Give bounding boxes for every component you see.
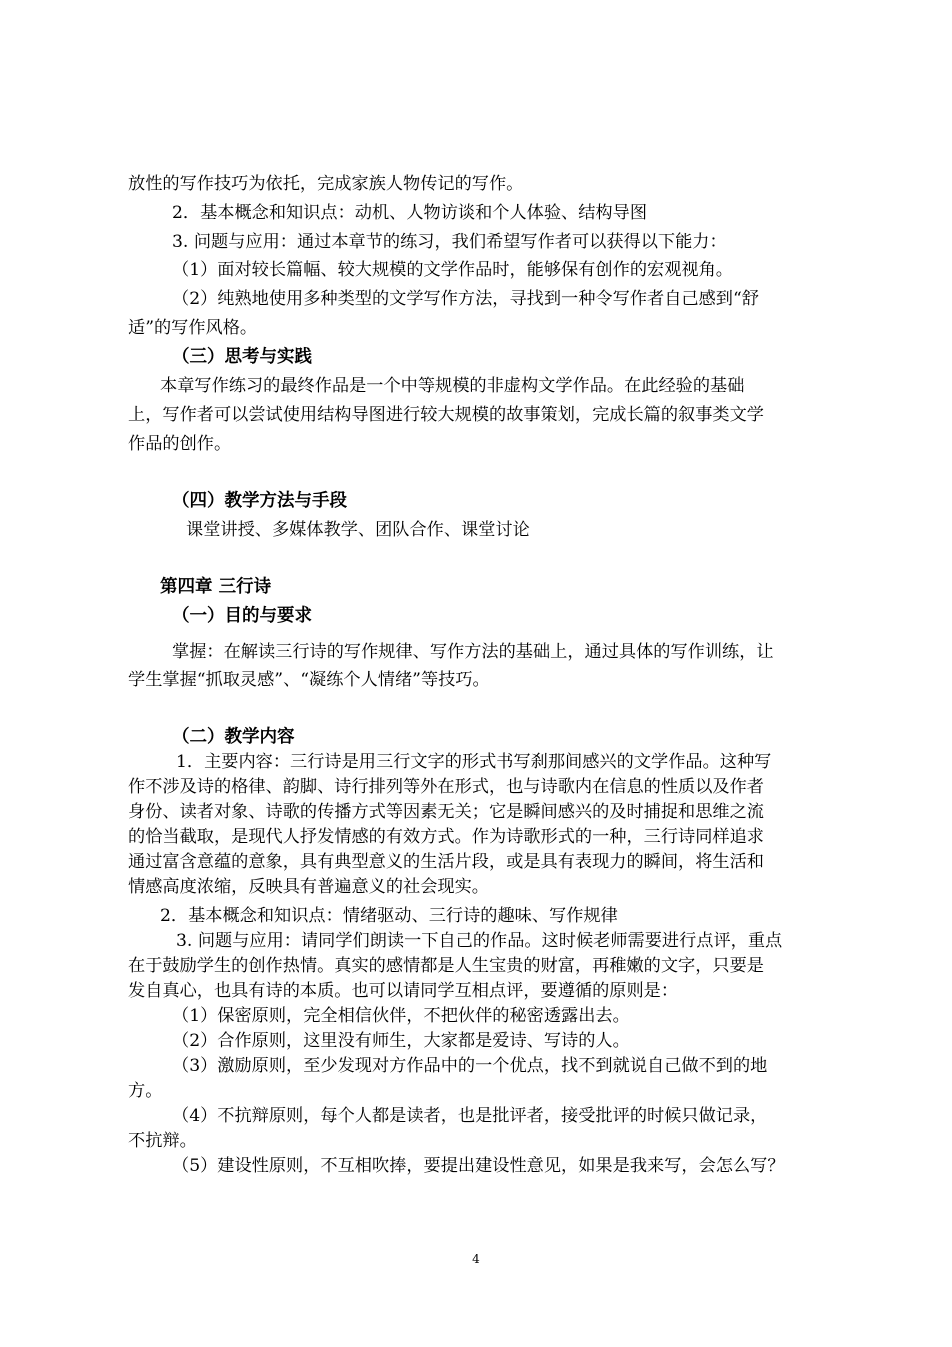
body-text-line: 作品的创作。 — [128, 434, 232, 454]
body-text-line: 方。 — [128, 1081, 163, 1101]
principle-item-5: （5）建设性原则，不互相吹捧，要提出建设性意见，如果是我来写，会怎么写？ — [172, 1156, 785, 1176]
body-text-line: 不抗辩。 — [128, 1131, 197, 1151]
section-heading-1: （一）目的与要求 — [172, 606, 312, 626]
teaching-methods: 课堂讲授、多媒体教学、团队合作、课堂讨论 — [186, 520, 530, 540]
principle-item-3: （3）激励原则，至少发现对方作品中的一个优点，找不到就说自己做不到的地 — [172, 1056, 768, 1076]
body-text-line: 情感高度浓缩，反映具有普遍意义的社会现实。 — [128, 877, 489, 897]
body-text-line: 作不涉及诗的格律、韵脚、诗行排列等外在形式，也与诗歌内在信息的性质以及作者 — [128, 777, 764, 797]
body-text-line: 适”的写作风格。 — [128, 318, 258, 338]
section-heading-4: （四）教学方法与手段 — [172, 491, 347, 511]
body-text-line: 通过富含意蕴的意象，具有典型意义的生活片段，或是具有表现力的瞬间，将生活和 — [128, 852, 764, 872]
body-text-line: 发自真心，也具有诗的本质。也可以请同学互相点评，要遵循的原则是： — [128, 981, 679, 1001]
knowledge-points-line: 2．基本概念和知识点：情绪驱动、三行诗的趣味、写作规律 — [160, 906, 618, 926]
body-text-line: 学生掌握“抓取灵感”、“凝练个人情绪”等技巧。 — [128, 670, 490, 690]
application-line: 3. 问题与应用：请同学们朗读一下自己的作品。这时候老师需要进行点评，重点 — [176, 931, 783, 951]
application-line: 3. 问题与应用：通过本章节的练习，我们希望写作者可以获得以下能力： — [172, 232, 727, 252]
section-heading-3: （三）思考与实践 — [172, 347, 312, 367]
body-text-line: 上，写作者可以尝试使用结构导图进行较大规模的故事策划，完成长篇的叙事类文学 — [128, 405, 764, 425]
body-text-line: 的恰当截取，是现代人抒发情感的有效方式。作为诗歌形式的一种，三行诗同样追求 — [128, 827, 764, 847]
main-content-line: 1．主要内容：三行诗是用三行文字的形式书写刹那间感兴的文学作品。这种写 — [176, 752, 772, 772]
body-text-line: 掌握：在解读三行诗的写作规律、写作方法的基础上，通过具体的写作训练，让 — [172, 642, 774, 662]
body-text-line: 身份、读者对象、诗歌的传播方式等因素无关；它是瞬间感兴的及时捕捉和思维之流 — [128, 802, 764, 822]
ability-item-1: （1）面对较长篇幅、较大规模的文学作品时，能够保有创作的宏观视角。 — [172, 260, 733, 280]
section-heading-2: （二）教学内容 — [172, 727, 295, 747]
principle-item-1: （1）保密原则，完全相信伙伴，不把伙伴的秘密透露出去。 — [172, 1006, 630, 1026]
principle-item-4: （4）不抗辩原则，每个人都是读者，也是批评者，接受批评的时候只做记录， — [172, 1106, 768, 1126]
body-text-line: 本章写作练习的最终作品是一个中等规模的非虚构文学作品。在此经验的基础 — [160, 376, 745, 396]
principle-item-2: （2）合作原则，这里没有师生，大家都是爱诗、写诗的人。 — [172, 1031, 630, 1051]
body-text-line: 放性的写作技巧为依托，完成家族人物传记的写作。 — [128, 174, 524, 194]
ability-item-2: （2）纯熟地使用多种类型的文学写作方法，寻找到一种令写作者自己感到“舒 — [172, 289, 759, 309]
body-text-line: 在于鼓励学生的创作热情。真实的感情都是人生宝贵的财富，再稚嫩的文字，只要是 — [128, 956, 764, 976]
chapter-heading: 第四章 三行诗 — [160, 577, 272, 597]
page-number: 4 — [472, 1252, 480, 1266]
knowledge-points-line: 2．基本概念和知识点：动机、人物访谈和个人体验、结构导图 — [172, 203, 648, 223]
